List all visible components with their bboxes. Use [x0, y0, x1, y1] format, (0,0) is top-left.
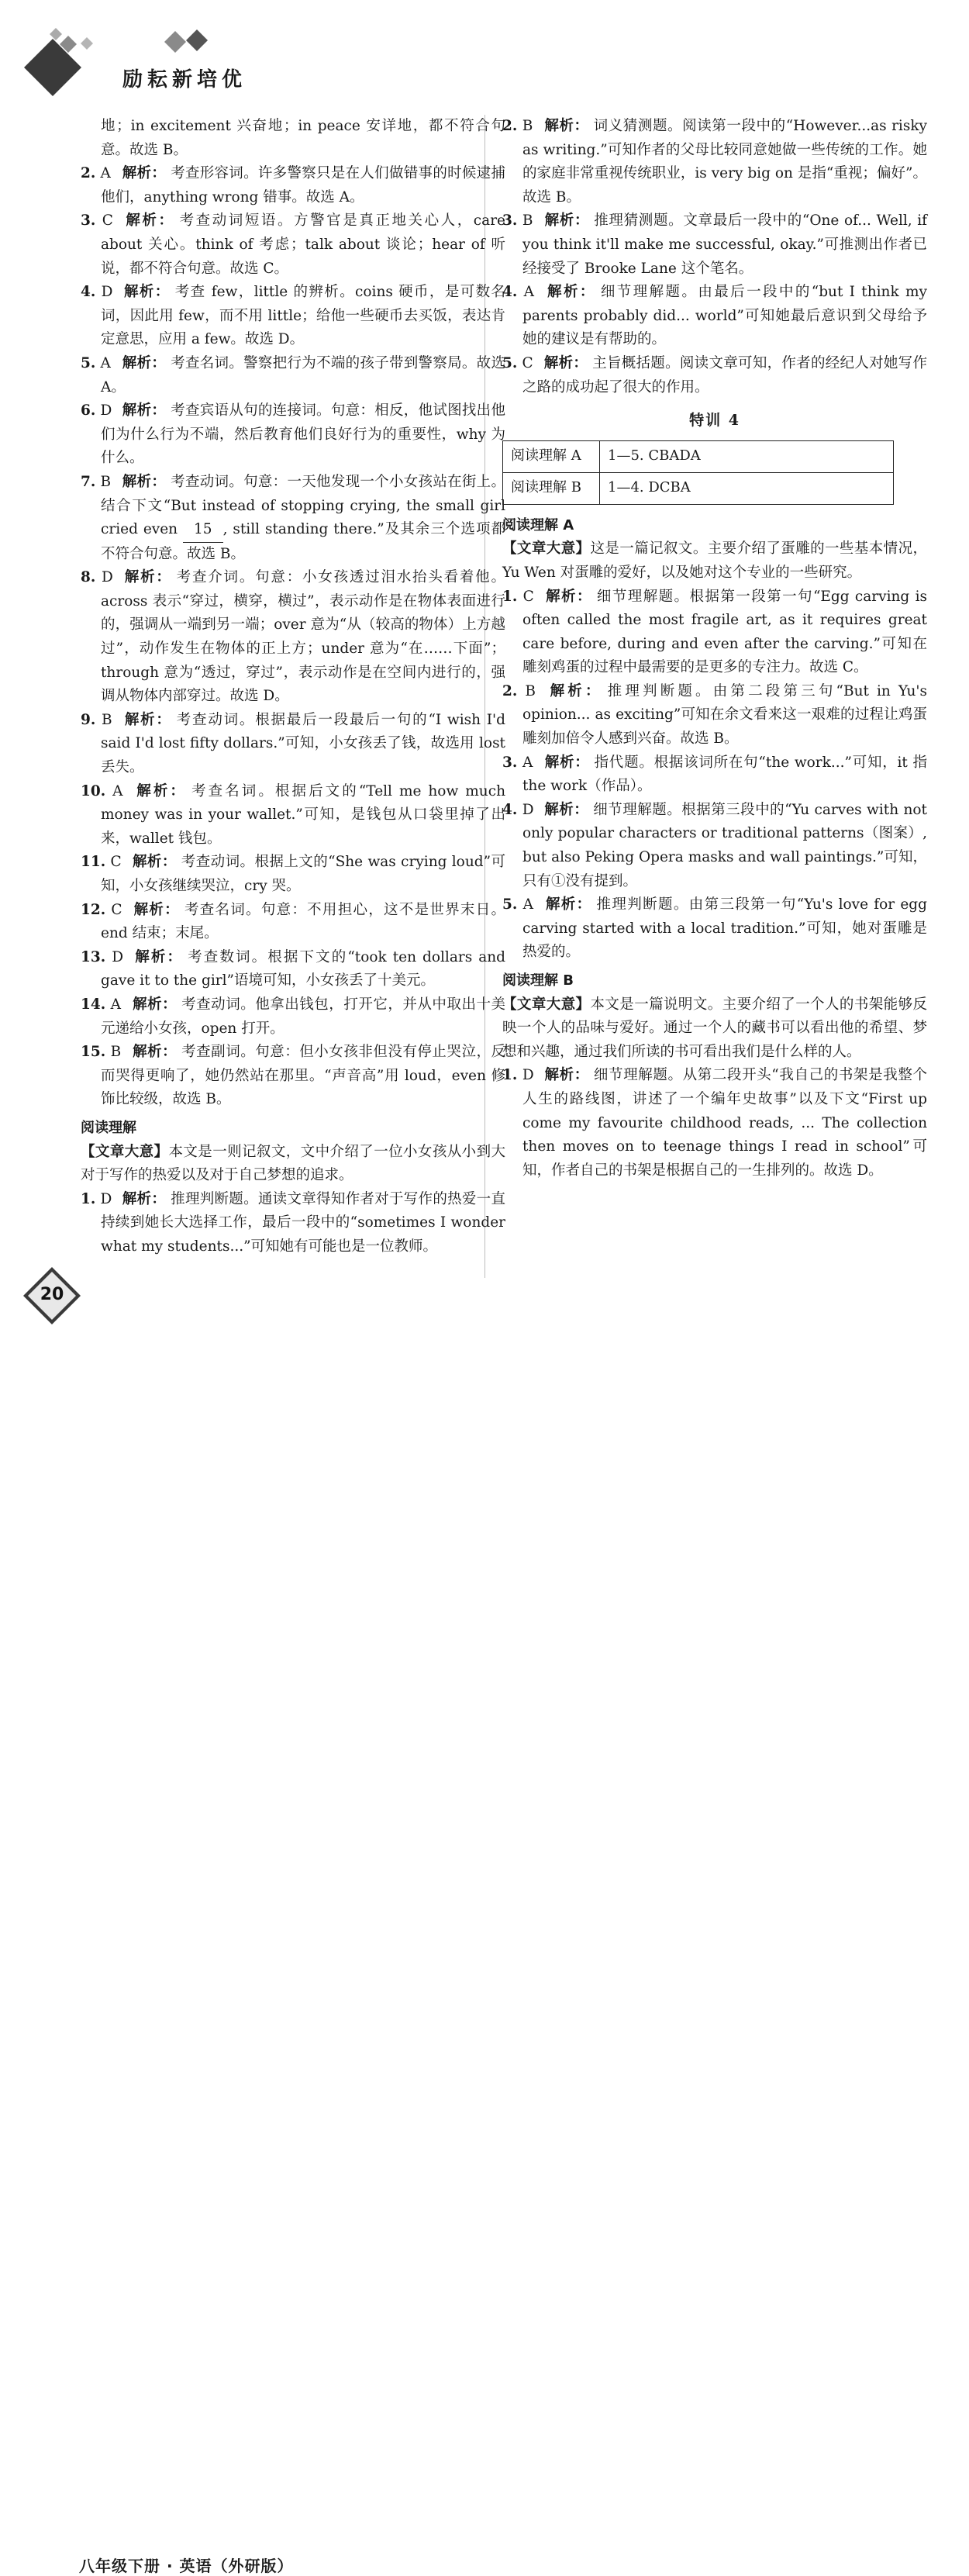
item-label: 解析：: [123, 711, 172, 728]
item-label: 解析：: [132, 996, 178, 1013]
item-answer: A: [100, 165, 111, 182]
item-text-continued: , still standing there.”及其余三个选项都不符合句意。故选 B。: [101, 521, 505, 562]
item-number: 1.: [502, 588, 518, 605]
item-number: 3.: [502, 754, 518, 771]
answer-item: [502, 751, 927, 799]
item-answer: D: [101, 284, 113, 301]
item-label: 解析：: [543, 212, 590, 230]
table-cell-key: 阅读理解 A: [503, 440, 600, 472]
diamond-logo-icon: [0, 0, 233, 109]
special-training-title: 特训 4: [689, 412, 740, 430]
answer-item: [502, 352, 927, 399]
summary-label: 【文章大意】: [502, 540, 591, 558]
answer-item: [81, 993, 505, 1041]
summary-text: 本文是一则记叙文，文中介绍了一位小女孩从小到大对于写作的热爱以及对于自己梦想的追求。: [81, 1143, 505, 1184]
item-number: 6.: [81, 402, 96, 420]
item-number: 12.: [81, 901, 106, 918]
item-label: 解析：: [132, 1044, 178, 1061]
item-text: 词义猜测题。阅读第一段中的“However...as risky as writing.”可知作者的父母比较同意她做一些传统的工作。她的家庭非常重视传统职业，is very big on 是指“重视；偏好”。故选 B。: [522, 118, 927, 205]
item-answer: A: [523, 284, 535, 301]
item-number: 2.: [502, 118, 518, 134]
item-number: 9.: [81, 711, 96, 728]
item-answer: C: [522, 588, 534, 605]
item-number: 7.: [81, 473, 96, 490]
item-text: 细节理解题。由最后一段中的“but I think my parents probably did... world”可知她最后意识到父母给予她的建议是有帮助的。: [522, 284, 927, 348]
item-answer: A: [100, 354, 111, 371]
item-text: 推理判断题。由第三段第一句“Yu's love for egg carving started with a local tradition.”可知，她对蛋雕是热爱的。: [522, 896, 927, 961]
item-text: 考查名词。警察把行为不端的孩子带到警察局。故选 A。: [101, 354, 505, 395]
item-text: 考查宾语从句的连接词。句意：相反，他试图找出他们为什么行为不端，然后教育他们良好行为的重要性，why 为什么。: [101, 402, 505, 467]
item-text: 考查形容词。许多警察只是在人们做错事的时候逮捕他们，anything wrong 错事。故选 A。: [101, 165, 505, 205]
item-label: 解析：: [122, 1190, 167, 1207]
answer-item: [81, 780, 505, 851]
summary-text: 本文是一篇说明文。主要介绍了一个人的书架能够反映一个人的品味与爱好。通过一个人的藏书可以看出他的希望、梦想和兴趣，通过我们所读的书可看出我们是什么样的人。: [502, 996, 927, 1060]
page-header: [0, 0, 969, 109]
item-answer: A: [110, 996, 121, 1013]
answer-item: [81, 352, 505, 399]
item-text: 考查数词。根据下文的“took ten dollars and gave it to the girl”语境可知，小女孩丢了十美元。: [101, 948, 505, 989]
item-number: 14.: [81, 996, 106, 1013]
item-label: 解析：: [543, 754, 590, 771]
item-answer: B: [525, 682, 536, 699]
item-answer: B: [100, 473, 112, 490]
item-label: 解析：: [122, 165, 167, 182]
answer-key-table: [502, 440, 894, 505]
item-text: 考查名词。根据后文的“Tell me how much money was in your wallet.”可知，是钱包从口袋里掉了出来，wallet 钱包。: [101, 782, 505, 847]
answer-item: [502, 585, 927, 680]
left-column: [81, 115, 505, 1259]
item-number: 15.: [81, 1044, 106, 1061]
item-text: 考查 few，little 的辨析。coins 硬币，是可数名词，因此用 few，而不用 little；给他一些硬币去买饭，表达肯定意思，应用 a few。故选 D。: [101, 284, 505, 348]
item-text: 细节理解题。根据第三段中的“Yu carves with not only popular characters or traditional patterns（图案）, but also Peking Opera masks and wall paintings.”可知，只有①没有提到。: [522, 801, 927, 889]
table-row: [503, 440, 894, 472]
item-number: 11.: [81, 854, 106, 871]
answer-item: [502, 115, 927, 209]
item-label: 解析：: [132, 854, 177, 871]
summary-label: 【文章大意】: [502, 996, 591, 1013]
item-answer: D: [112, 948, 124, 965]
item-answer: B: [110, 1044, 122, 1061]
item-number: 1.: [81, 1190, 96, 1207]
table-row: [503, 472, 894, 504]
answer-item: [81, 162, 505, 209]
item-text: 考查名词。句意：不用担心，这不是世界末日。end 结束；末尾。: [101, 901, 505, 942]
item-number: 10.: [81, 782, 106, 799]
item-label: 解析：: [122, 402, 167, 420]
right-column: [502, 115, 927, 1183]
item-answer: D: [102, 569, 113, 586]
answer-item: [502, 799, 927, 893]
item-label: 解析：: [122, 354, 167, 371]
answer-item: [81, 209, 505, 281]
item-answer: D: [100, 1190, 112, 1207]
item-answer: B: [522, 118, 533, 134]
answer-item: [502, 209, 927, 281]
answer-item: [81, 899, 505, 946]
table-cell-value: 1—4. DCBA: [600, 472, 894, 504]
item-text: 指代题。根据该词所在句“the work...”可知，it 指 the work（作品）。: [522, 754, 927, 795]
item-text: 考查动词短语。方警官是真正地关心人，care about 关心。think of 考虑；talk about 谈论；hear of 听说，都不符合句意。故选 C。: [101, 212, 505, 277]
item-text: 考查动词。他拿出钱包，打开它，并从中取出十美元递给小女孩，open 打开。: [101, 996, 505, 1037]
item-answer: D: [522, 1067, 534, 1084]
item-number: 2.: [502, 682, 518, 699]
answer-item: [81, 566, 505, 709]
item-text: 主旨概括题。阅读文章可知，作者的经纪人对她写作之路的成功起了很大的作用。: [522, 354, 927, 395]
item-label: 解析：: [543, 801, 589, 818]
item-label: 解析：: [133, 901, 180, 918]
item-text: 考查动词。句意：一天他发现一个小女孩站在街上。结合下文“But instead of stopping crying, the small girl cried even: [101, 473, 505, 538]
article-summary-a: [502, 537, 927, 585]
item-text: 推理判断题。通读文章得知作者对于写作的热爱一直持续到她长大选择工作，最后一段中的“sometimes I wonder what my students...”可知她有可能也是一位教师。: [101, 1190, 505, 1255]
fill-blank: 15: [183, 518, 223, 543]
section-heading-b: 阅读理解 B: [502, 972, 574, 989]
item-answer: B: [522, 212, 533, 230]
item-answer: A: [522, 896, 533, 913]
item-text: 推理猜测题。文章最后一段中的“One of... Well, if you think it'll make me successful, okay.”可推测出作者已经接受了 Brooke Lane 这个笔名。: [522, 212, 927, 277]
answer-item: [502, 281, 927, 352]
item-answer: C: [110, 854, 122, 871]
answer-item: [81, 1188, 505, 1259]
item-label: 解析：: [544, 588, 592, 605]
answer-item: [81, 281, 505, 352]
item-text: 考查动词。根据上文的“She was crying loud”可知，小女孩继续哭泣，cry 哭。: [101, 854, 505, 894]
item-text: 推理判断题。由第二段第三句“But in Yu's opinion... as exciting”可知在余文看来这一艰难的过程让鸡蛋雕刻加倍令人感到兴奋。故选 B。: [522, 682, 927, 748]
item-answer: C: [111, 901, 122, 918]
item-label: 解析：: [122, 473, 167, 490]
article-summary-b: [502, 993, 927, 1065]
answer-item: [81, 946, 505, 993]
item-answer: A: [522, 754, 533, 771]
item-number: 3.: [502, 212, 518, 230]
item-label: 解析：: [134, 782, 187, 799]
answer-item: [502, 893, 927, 965]
item-number: 4.: [502, 284, 518, 301]
answer-item: [81, 851, 505, 898]
item-number: 8.: [81, 569, 96, 586]
item-label: 解析：: [545, 284, 596, 301]
item-number: 4.: [81, 284, 96, 301]
item-text: 考查副词。句意：但小女孩非但没有停止哭泣，反而哭得更响了，她仍然站在那里。“声音高”用 loud，even 修饰比较级，故选 B。: [101, 1044, 505, 1108]
item-answer: D: [100, 402, 112, 420]
item-label: 解析：: [543, 118, 589, 134]
answer-item: [502, 680, 927, 751]
answer-item: [502, 1064, 927, 1183]
item-text: 细节理解题。根据第一段第一句“Egg carving is often called the most fragile art, as it requires great care before, during and even after the carving.”可知在雕刻鸡蛋的过程中最需要的是更多的专注力。故选 C。: [522, 588, 927, 676]
item-number: 4.: [502, 801, 518, 818]
item-text: 细节理解题。从第二段开头“我自己的书架是我整个人生的路线图，讲述了一个编年史故事”以及下文“First up come my favourite childhood reads, ... The collection then moves on to teenage things I read in school”可知，作者自己的书架是根据自己的一生排列的。故选 D。: [522, 1067, 927, 1179]
section-heading-a: 阅读理解 A: [502, 516, 574, 534]
summary-text: 这是一篇记叙文。主要介绍了蛋雕的一些基本情况，Yu Wen 对蛋雕的爱好，以及她对这个专业的一些研究。: [502, 540, 927, 581]
item-label: 解析：: [547, 682, 603, 699]
summary-label: 【文章大意】: [81, 1143, 169, 1160]
item-answer: C: [522, 354, 533, 371]
item-number: 5.: [502, 896, 518, 913]
item-number: 13.: [81, 948, 106, 965]
answer-item: [81, 471, 505, 566]
table-cell-value: 1—5. CBADA: [600, 440, 894, 472]
page-number: 20: [40, 1285, 64, 1304]
item-number: 3.: [81, 212, 96, 230]
item-answer: B: [102, 711, 112, 728]
item-number: 2.: [81, 165, 96, 182]
item-answer: A: [112, 782, 123, 799]
item-answer: C: [102, 212, 113, 230]
book-title: 八年级下册 · 英语（外研版）: [79, 2557, 294, 2575]
item-label: 解析：: [122, 284, 171, 301]
item-label: 解析：: [123, 569, 172, 586]
item-label: 解析：: [543, 1067, 589, 1084]
item-answer: D: [522, 801, 534, 818]
continued-text: 地；in excitement 兴奋地；in peace 安详地，都不符合句意。故选 B。: [101, 118, 505, 158]
section-heading-reading: 阅读理解: [81, 1119, 136, 1136]
answer-item: [81, 1041, 505, 1112]
answer-item: [81, 709, 505, 780]
item-label: 解析：: [133, 948, 184, 965]
item-number: 1.: [502, 1067, 518, 1084]
table-cell-key: 阅读理解 B: [503, 472, 600, 504]
brand-title: 励耘新培优: [122, 68, 247, 92]
item-text: 考查介词。句意：小女孩透过泪水抬头看着他。across 表示“穿过，横穿，横过”，表示动作是在物体表面进行的，强调从一端到另一端；over 意为“从（较高的物体）上方越过”，动作发生在物体的正上方；under 意为“在……下面”；through 意为“透过，穿过”，表示动作是在空间内进行的，强调从物体内部穿过。故选 D。: [101, 569, 505, 705]
page-footer: [0, 1270, 969, 2575]
item-number: 5.: [81, 354, 96, 371]
item-label: 解析：: [123, 212, 175, 230]
item-label: 解析：: [544, 896, 592, 913]
answer-item: [81, 399, 505, 471]
item-number: 5.: [502, 354, 518, 371]
item-label: 解析：: [543, 354, 588, 371]
article-summary: [81, 1141, 505, 1188]
item-text: 考查动词。根据最后一段最后一句的“I wish I'd said I'd lost fifty dollars.”可知，小女孩丢了钱，故选用 lost 丢失。: [101, 711, 505, 776]
